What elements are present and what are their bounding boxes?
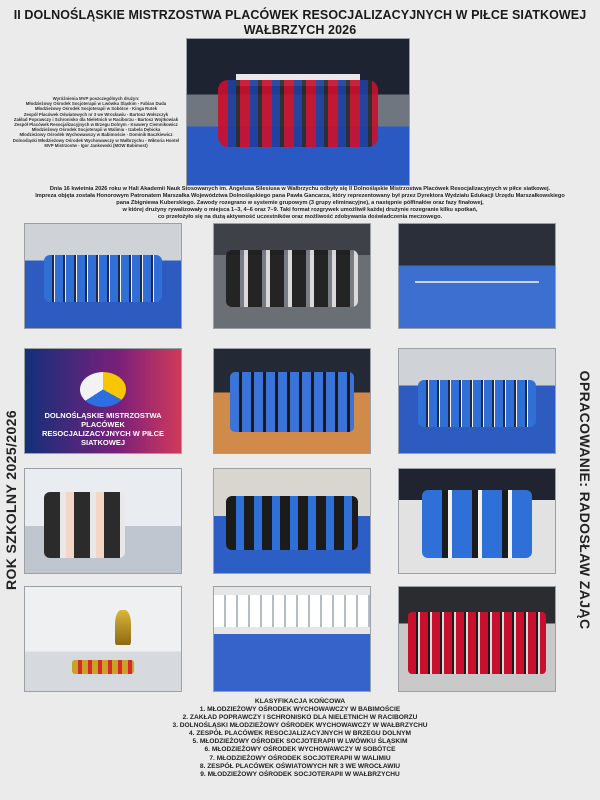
photo-match-court: [398, 223, 556, 329]
photo-spectators: [213, 223, 371, 329]
award-line: Dolnośląski Młodzieżowy Ośrodek Wychowawczy w Wałbrzychu - Wiktoria Hontel: [12, 137, 180, 143]
volleyball-icon: [80, 372, 127, 407]
description-line: Impreza objęta została Honorowym Patronatem Marszałka Województwa Dolnośląskiego pana Pawła Gancarza, który reprezentowany był przez Dyrektora Wydziału Edukacji Urzędu Marszałkowskiego: [35, 193, 565, 199]
photo-handshake-line: [398, 348, 556, 454]
poster-title: [0, 8, 600, 38]
poster-title-line2: WAŁBRZYCH 2026: [243, 23, 357, 37]
award-line: Zespół Placówek Oświatowych nr 3 we Wrocławiu - Bartosz Wołszczyk: [23, 111, 169, 117]
standings-item: 7. MŁODZIEŻOWY OŚRODEK SOCJOTERAPII W WALIMIU: [209, 754, 391, 762]
award-line: Młodzieżowy Ośrodek Wychowawczy w Babimoście - Dominik Baczkiewicz: [19, 132, 173, 138]
standings-item: 6. MŁODZIEŻOWY OŚRODEK WYCHOWAWCZY W SOBÓTCE: [204, 746, 396, 754]
standings-item: 3. DOLNOŚLĄSKI MŁODZIEŻOWY OŚRODEK WYCHOWAWCZY W WAŁBRZYCHU: [172, 722, 428, 730]
banner-text: DOLNOŚLĄSKIE MISTRZOSTWA PLACÓWEK RESOCJALIZACYJNYCH W PIŁCE SIATKOWEJ: [41, 411, 165, 448]
photo-team-huddle: [213, 348, 371, 454]
description-line: Dnia 16 kwietnia 2026 roku w Hali Akademii Nauk Stosowanych im. Angelusa Silesiusa w Wałbrzychu odbyły się II Dolnośląskie Mistrzostwa Placówek Resocjalizacyjnych w piłce siatkowej.: [49, 186, 551, 192]
description-line: co przełożyło się na dużą aktywność uczestników oraz możliwość zdobywania doświadczenia meczowego.: [157, 214, 443, 220]
photo-opening-speech: [24, 468, 182, 574]
final-standings: [0, 697, 600, 779]
event-description: [28, 186, 572, 221]
award-line: MVP Mistrzostw - Igor Jankowski (MOW Babimost): [44, 142, 148, 148]
description-line: w której drużyny rywalizowały o miejsca 1–3, 4–6 oraz 7–9. Taki format rozgrywek umożliwił każdej drużynie rozegranie kilku spotkań,: [122, 207, 478, 213]
standings-title: KLASYFIKACJA KOŃCOWA: [254, 698, 346, 705]
team-group-photo: [186, 38, 410, 186]
standings-item: 5. MŁODZIEŻOWY OŚRODEK SOCJOTERAPII W LWÓWKU ŚLĄSKIM: [192, 738, 408, 746]
photo-officials-group: [213, 468, 371, 574]
award-line: Młodzieżowy Ośrodek Socjoterapii w Walimiu - Izabela Dębicka: [31, 127, 161, 133]
standings-item: 2. ZAKŁAD POPRAWCZY I SCHRONISKO DLA NIELETNICH W RACIBORZU: [182, 714, 418, 722]
photo-trophies-medals: [24, 586, 182, 692]
standings-item: 8. ZESPÓŁ PLACÓWEK OŚWIATOWYCH NR 3 WE WROCŁAWIU: [199, 762, 401, 770]
mvp-awards: [6, 96, 186, 148]
award-line: Wyróżnienia MVP poszczególnych drużyn:: [52, 96, 140, 101]
photo-teams-lineup: [24, 223, 182, 329]
award-line: Młodzieżowy Ośrodek Socjoterapii w Lwówku Śląskim - Fabian Duda: [25, 101, 167, 107]
description-line: pana Zbigniewa Kuberskiego. Zawody rozegrano w systemie grupowym (3 grupy eliminacyjne), a następnie półfinałów oraz fazy finałowej,: [116, 200, 484, 206]
photo-sports-hall: [213, 586, 371, 692]
standings-item: 1. MŁODZIEŻOWY OŚRODEK WYCHOWAWCZY W BABIMOŚCIE: [199, 706, 401, 713]
award-line: Młodzieżowy Ośrodek Socjoterapii w Sobótce - Kinga Rutek: [34, 106, 158, 112]
standings-item: 9. MŁODZIEŻOWY OŚRODEK SOCJOTERAPII W WAŁBRZYCHU: [200, 770, 400, 778]
photo-award-winners: [398, 468, 556, 574]
photo-event-banner: [24, 348, 182, 454]
standings-item: 4. ZESPÓŁ PLACÓWEK RESOCJALIZACYJNYCH W BRZEGU DOLNYM: [188, 730, 411, 738]
award-line: Zespół Placówek Resocjalizacyjnych w Brzegu Dolnym - Ksawery Ciemnikowicz: [14, 122, 178, 128]
poster-title-line1: II DOLNOŚLĄSKIE MISTRZOSTWA PLACÓWEK RESOCJALIZACYJNYCH W PIŁCE SIATKOWEJ: [13, 8, 587, 22]
photo-medal-ceremony: [398, 586, 556, 692]
award-line: Zakład Poprawczy i Schronisko dla Nieletnich w Raciborzu - Bartosz Wojtkowiak: [13, 116, 179, 122]
